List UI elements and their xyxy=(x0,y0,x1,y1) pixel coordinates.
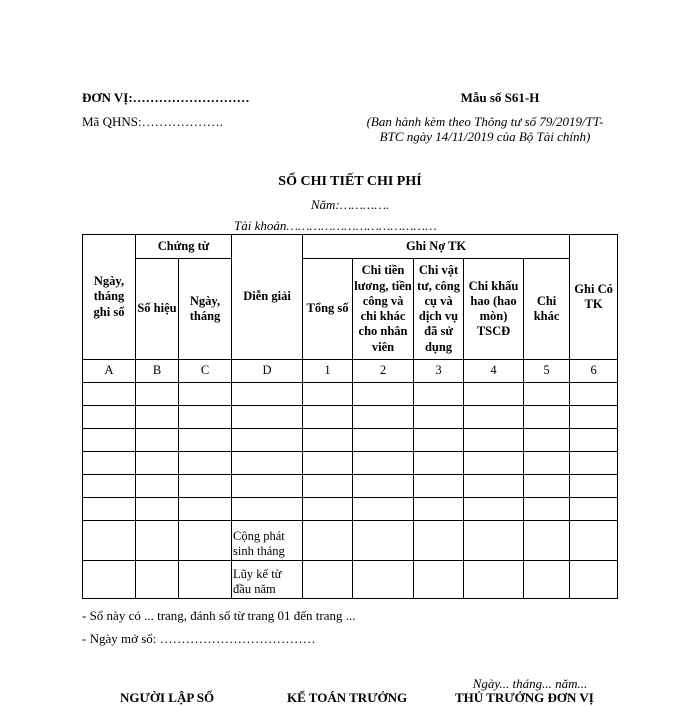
col-header-description: Diễn giải xyxy=(232,235,303,360)
table-row xyxy=(83,475,618,498)
issued-line-2: BTC ngày 14/11/2019 của Bộ Tài chính) xyxy=(379,129,591,144)
col-letter: B xyxy=(136,360,179,383)
total-month-label: Cộng phát sinh tháng xyxy=(232,521,303,561)
form-number: Mẫu số S61-H xyxy=(460,90,540,105)
col-letter: D xyxy=(232,360,303,383)
page-title: SỔ CHI TIẾT CHI PHÍ xyxy=(278,174,422,189)
cumulative-row xyxy=(83,561,618,599)
year-line: Năm:…………. xyxy=(310,197,390,212)
open-date-note: - Ngày mở sổ: ……………………………… xyxy=(82,631,316,646)
pages-note: - Sổ này có ... trang, đánh số từ trang 01 đến trang ... xyxy=(82,608,356,623)
account-line: Tài khoản………………………………… xyxy=(234,218,437,233)
table-row xyxy=(83,429,618,452)
col-header-materials: Chi vật tư, công cụ và dịch vụ đã sử dụng xyxy=(414,259,464,360)
preparer-signature-label: NGƯỜI LẬP SỔ xyxy=(120,690,215,705)
group-header-voucher: Chứng từ xyxy=(136,235,232,259)
col-header-depreciation: Chi khấu hao (hao mòn) TSCĐ xyxy=(464,259,524,360)
col-letter: 4 xyxy=(464,360,524,383)
col-header-voucher-no: Số hiệu xyxy=(136,259,179,360)
table-row xyxy=(83,452,618,475)
col-header-salary: Chi tiền lương, tiền công và chi khác cho nhân viên xyxy=(353,259,414,360)
col-letter: 6 xyxy=(570,360,618,383)
unit-label: ĐƠN VỊ:……………………… xyxy=(82,90,250,105)
cumulative-label: Lũy kế từ đầu năm xyxy=(232,561,303,599)
group-header-debit: Ghi Nợ TK xyxy=(303,235,570,259)
signature-date: Ngày... tháng... năm... xyxy=(472,676,588,691)
total-month-row xyxy=(83,521,618,561)
col-header-voucher-date: Ngày, tháng xyxy=(179,259,232,360)
col-header-credit: Ghi Có TK xyxy=(570,235,618,360)
col-header-date: Ngày, tháng ghi sổ xyxy=(83,235,136,360)
col-header-other: Chi khác xyxy=(524,259,570,360)
col-letter: A xyxy=(83,360,136,383)
table-row xyxy=(83,498,618,521)
chief-accountant-signature-label: KẾ TOÁN TRƯỞNG xyxy=(287,690,408,705)
col-letter: 1 xyxy=(303,360,353,383)
qhns-label: Mã QHNS:………………. xyxy=(82,114,223,129)
table-row xyxy=(83,406,618,429)
col-letter: C xyxy=(179,360,232,383)
col-header-total: Tổng số xyxy=(303,259,353,360)
issued-line-1: (Ban hành kèm theo Thông tư số 79/2019/TT- xyxy=(366,114,604,129)
col-letter: 2 xyxy=(353,360,414,383)
ledger-table xyxy=(82,234,618,599)
col-letter: 3 xyxy=(414,360,464,383)
unit-head-signature-label: THỦ TRƯỞNG ĐƠN VỊ xyxy=(455,690,594,705)
table-row xyxy=(83,383,618,406)
col-letter: 5 xyxy=(524,360,570,383)
